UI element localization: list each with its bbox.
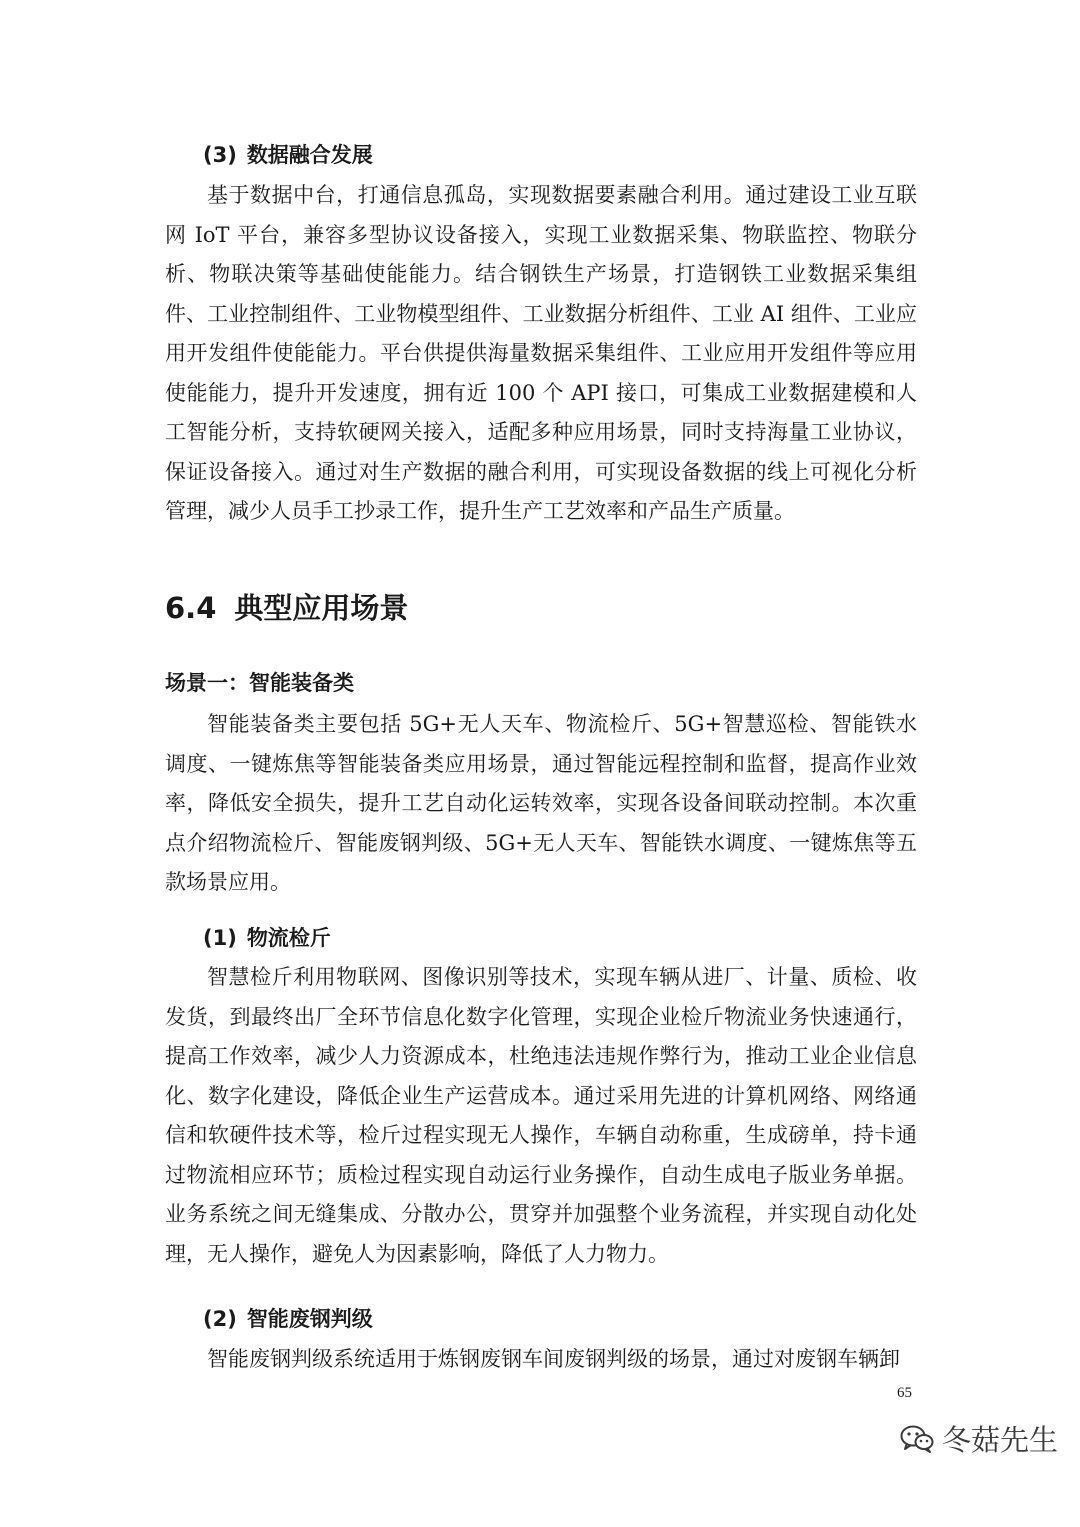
chapter-number: 6.4 xyxy=(165,591,217,625)
wechat-icon xyxy=(900,1424,934,1454)
page-number: 65 xyxy=(897,1385,912,1401)
watermark xyxy=(900,1418,1058,1459)
item-number: (1) xyxy=(203,926,237,950)
section-heading-3 xyxy=(203,140,373,170)
watermark-text: 冬菇先生 xyxy=(942,1423,1059,1457)
section-title: 数据融合发展 xyxy=(246,143,373,167)
section-3-paragraph: 基于数据中台，打通信息孤岛，实现数据要素融合利用。通过建设工业互联网 IoT 平台，兼容多型协议设备接入，实现工业数据采集、物联监控、物联分析、物联决策等基础使能能力。结合钢铁生产场景，打造钢铁工业数据采集组件、工业控制组件、工业物模型组件、工业数据分析组件、工业 AI 组件、工业应用开发组件使能能力。平台供提供海量数据采集组件、工业应用开发组件等应用使能能力，提升开发速度，拥有近 100 个 API 接口，可集成工业数据建模和人工智能分析，支持软硬网关接入，适配多种应用场景，同时支持海量工业协议，保证设备接入。通过对生产数据的融合利用，可实现设备数据的线上可视化分析管理，减少人员手工抄录工作，提升生产工艺效率和产品生产质量。 xyxy=(165,183,917,523)
item-1-paragraph: 智慧检斤利用物联网、图像识别等技术，实现车辆从进厂、计量、质检、收发货，到最终出厂全环节信息化数字化管理，实现企业检斤物流业务快速通行，提高工作效率，减少人力资源成本，杜绝违法违规作弊行为，推动工业企业信息化、数字化建设，降低企业生产运营成本。通过采用先进的计算机网络、网络通信和软硬件技术等，检斤过程实现无人操作，车辆自动称重，生成磅单，持卡通过物流相应环节；质检过程实现自动运行业务操作，自动生成电子版业务单据。业务系统之间无缝集成、分散办公，贯穿并加强整个业务流程，并实现自动化处理，无人操作，避免人为因素影响，降低了人力物力。 xyxy=(165,965,917,1266)
item-2-paragraph: 智能废钢判级系统适用于炼钢废钢车间废钢判级的场景，通过对废钢车辆卸 xyxy=(207,1347,900,1371)
item-title: 物流检斤 xyxy=(246,926,331,950)
item-number: (2) xyxy=(203,1307,237,1331)
section-number: (3) xyxy=(203,143,237,167)
chapter-title: 典型应用场景 xyxy=(234,591,409,625)
scenario-1-paragraph: 智能装备类主要包括 5G+无人天车、物流检斤、5G+智慧巡检、智能铁水调度、一键炼焦等智能装备类应用场景，通过智能远程控制和监督，提高作业效率，降低安全损失，提升工艺自动化运转效率，实现各设备间联动控制。本次重点介绍物流检斤、智能废钢判级、5G+无人天车、智能铁水调度、一键炼焦等五款场景应用。 xyxy=(165,712,917,894)
scenario-heading: 场景一：智能装备类 xyxy=(165,671,354,695)
item-title: 智能废钢判级 xyxy=(246,1307,373,1331)
item-heading-1 xyxy=(203,923,331,953)
item-heading-2 xyxy=(203,1304,373,1334)
chapter-heading xyxy=(165,588,408,628)
